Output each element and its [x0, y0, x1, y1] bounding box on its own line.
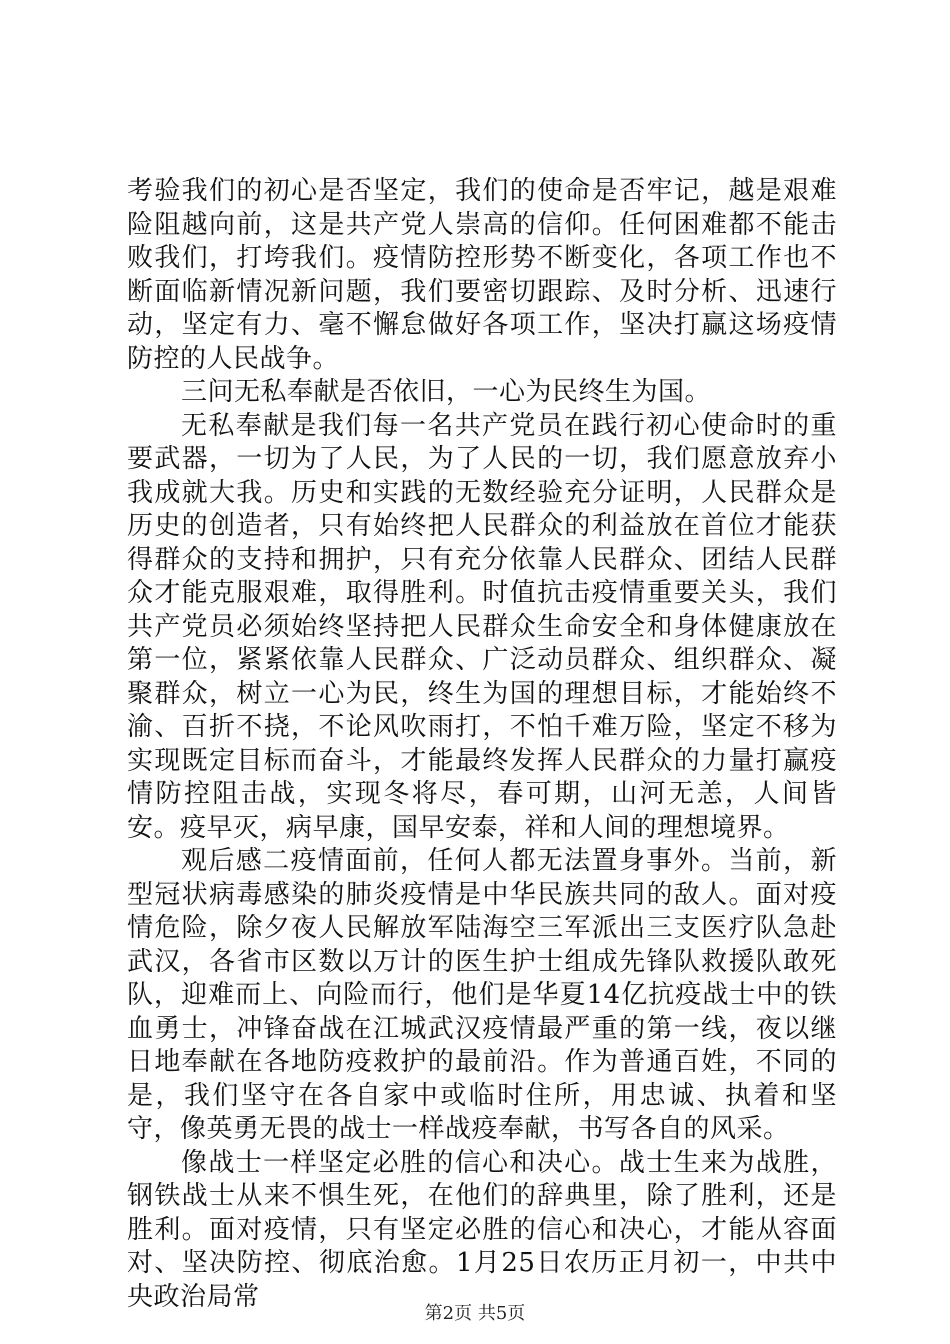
- paragraph-reflection-two: 观后感二疫情面前，任何人都无法置身事外。当前，新型冠状病毒感染的肺炎疫情是中华民族共同的敌人。面对疫情危险，除夕夜人民解放军陆海空三军派出三支医疗队急赴武汉，各省市区数以万计的医生护士组成先锋队救援队敢死队，迎难而上、向险而行，他们是华夏14亿抗疫战士中的铁血勇士，冲锋奋战在江城武汉疫情最严重的第一线，夜以继日地奉献在各地防疫救护的最前沿。作为普通百姓，不同的是，我们坚守在各自家中或临时住所，用忠诚、执着和坚守，像英勇无畏的战士一样战疫奉献，书写各自的风采。: [127, 846, 837, 1144]
- document-body: [127, 175, 837, 1314]
- section-heading-third-question: 三问无私奉献是否依旧，一心为民终生为国。: [181, 377, 712, 407]
- paragraph-soldier-confidence: 像战士一样坚定必胜的信心和决心。战士生来为战胜，钢铁战士从来不惧生死，在他们的辞典里，除了胜利，还是胜利。面对疫情，只有坚定必胜的信心和决心，才能从容面对、坚决防控、彻底治愈。1月25日农历正月初一，中共中央政治局常: [127, 1147, 837, 1312]
- paragraph-continuation: 考验我们的初心是否坚定，我们的使命是否牢记，越是艰难险阻越向前，这是共产党人崇高的信仰。任何困难都不能击败我们，打垮我们。疫情防控形势不断变化，各项工作也不断面临新情况新问题，我们要密切跟踪、及时分析、迅速行动，坚定有力、毫不懈怠做好各项工作，坚决打赢这场疫情防控的人民战争。: [127, 176, 837, 374]
- paragraph-selfless-dedication: 无私奉献是我们每一名共产党员在践行初心使命时的重要武器，一切为了人民，为了人民的一切，我们愿意放弃小我成就大我。历史和实践的无数经验充分证明，人民群众是历史的创造者，只有始终把人民群众的利益放在首位才能获得群众的支持和拥护，只有充分依靠人民群众、团结人民群众才能克服艰难，取得胜利。时值抗击疫情重要关头，我们共产党员必须始终坚持把人民群众生命安全和身体健康放在第一位，紧紧依靠人民群众、广泛动员群众、组织群众、凝聚群众，树立一心为民，终生为国的理想目标，才能始终不渝、百折不挠，不论风吹雨打，不怕千难万险，坚定不移为实现既定目标而奋斗，才能最终发挥人民群众的力量打赢疫情防控阻击战，实现冬将尽，春可期，山河无恙，人间皆安。疫早灭，病早康，国早安泰，祥和人间的理想境界。: [127, 410, 837, 843]
- page-number-footer: 第2页 共5页: [424, 1303, 526, 1324]
